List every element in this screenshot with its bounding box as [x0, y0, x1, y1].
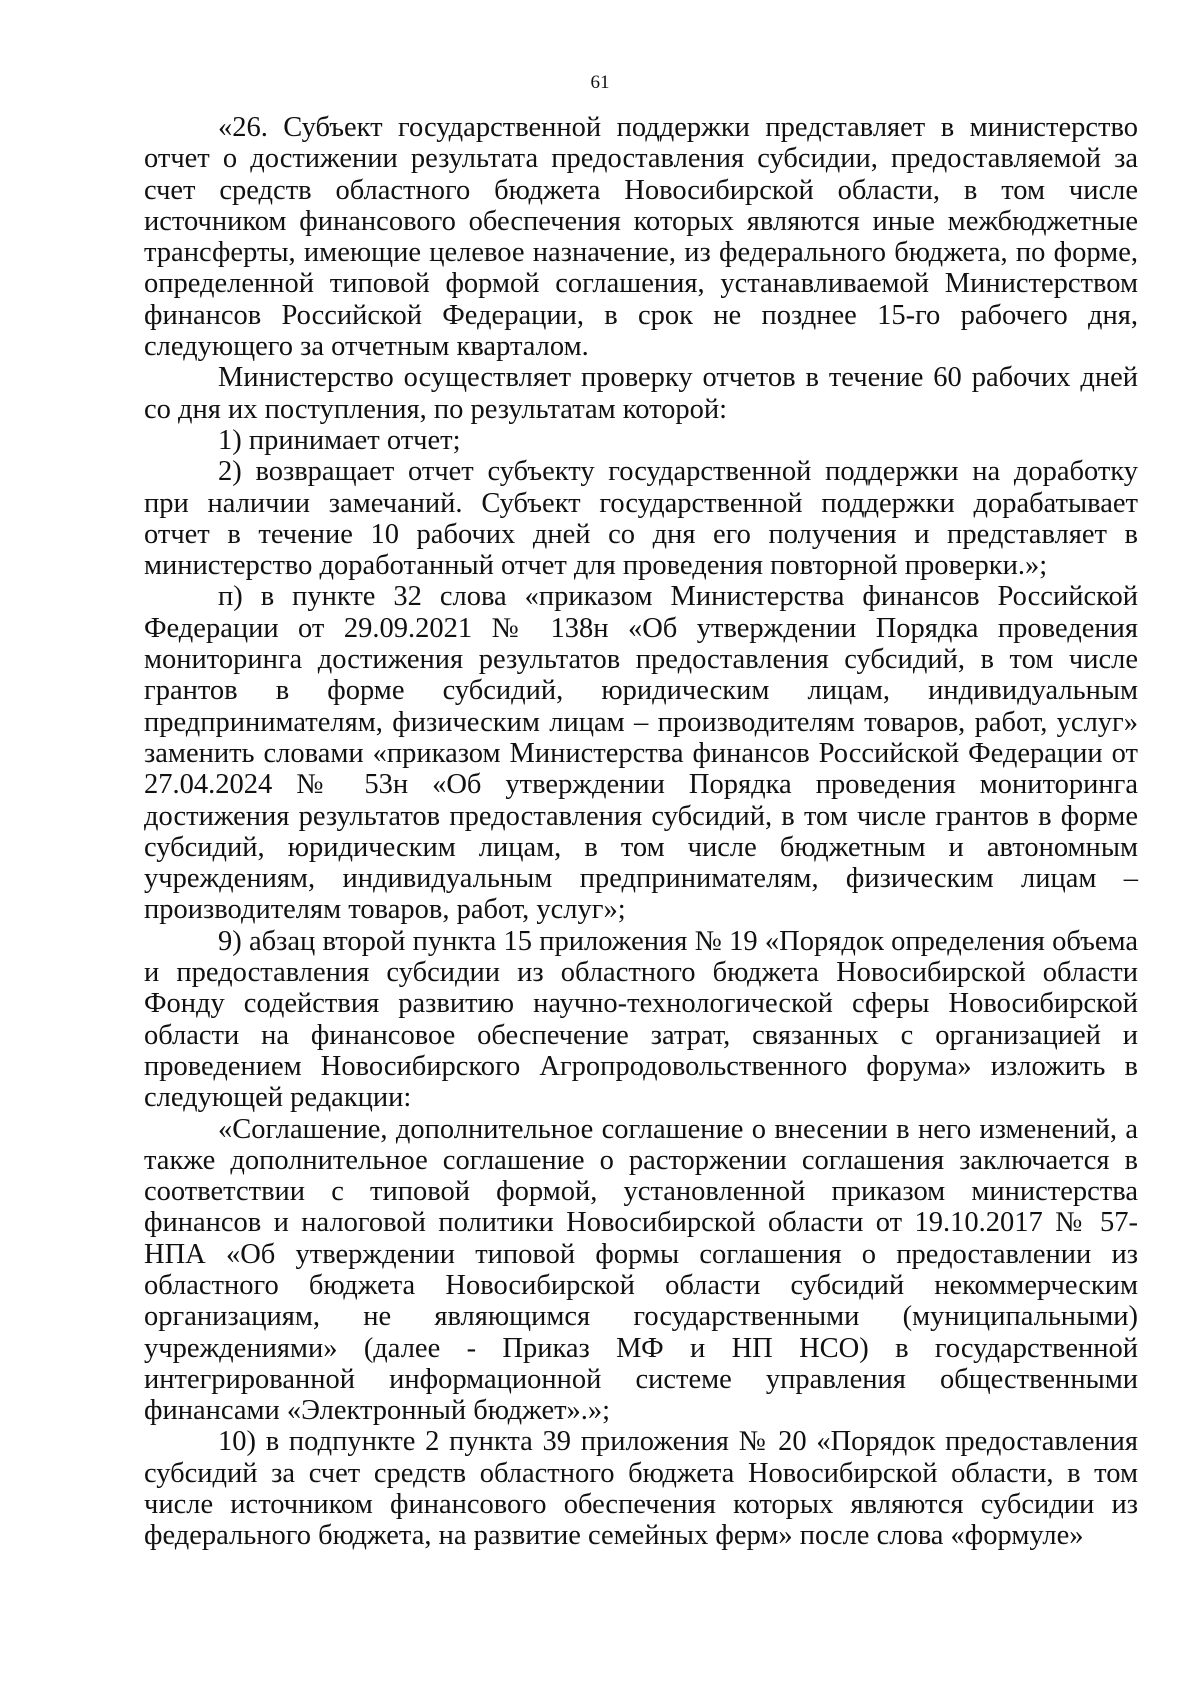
- document-body: [144, 112, 1138, 1552]
- paragraph-agreement: «Соглашение, дополнительное соглашение о внесении в него изменений, а также дополнительное соглашение о расторжении соглашения заключается в соответствии с типовой формой, установленной приказом министерства финансов и налоговой политики Новосибирской области от 19.10.2017 № 57-НПА «Об утверждении типовой формы соглашения о предоставлении из областного бюджета Новосибирской области субсидий некоммерческим организациям, не являющимся государственными (муниципальными) учреждениями» (далее - Приказ МФ и НП НСО) в государственной интегрированной информационной системе управления общественными финансами «Электронный бюджет».»;: [144, 1113, 1138, 1427]
- paragraph-ministry-check: Министерство осуществляет проверку отчетов в течение 60 рабочих дней со дня их поступления, по результатам которой:: [144, 362, 1138, 425]
- paragraph-item-32: п) в пункте 32 слова «приказом Министерства финансов Российской Федерации от 29.09.2021 № 138н «Об утверждении Порядка проведения мониторинга достижения результатов предоставления субсидий, в том числе грантов в форме субсидий, юридическим лицам, индивидуальным предпринимателям, физическим лицам – производителям товаров, работ, услуг» заменить словами «приказом Министерства финансов Российской Федерации от 27.04.2024 № 53н «Об утверждении Порядка проведения мониторинга достижения результатов предоставления субсидий, в том числе грантов в форме субсидий, юридическим лицам, в том числе бюджетным и автономным учреждениям, индивидуальным предпринимателям, физическим лицам – производителям товаров, работ, услуг»;: [144, 581, 1138, 926]
- paragraph-amendment-9: 9) абзац второй пункта 15 приложения № 19 «Порядок определения объема и предоставления субсидии из областного бюджета Новосибирской области Фонду содействия развитию научно-технологической сферы Новосибирской области на финансовое обеспечение затрат, связанных с организацией и проведением Новосибирского Агропродовольственного форума» изложить в следующей редакции:: [144, 925, 1138, 1114]
- page-number: 61: [590, 72, 610, 93]
- paragraph-accept-report: 1) принимает отчет;: [218, 424, 461, 456]
- paragraph-amendment-10: 10) в подпункте 2 пункта 39 приложения № 20 «Порядок предоставления субсидий за счет средств областного бюджета Новосибирской области, в том числе источником финансового обеспечения которых являются субсидии из федерального бюджета, на развитие семейных ферм» после слова «формуле»: [144, 1426, 1138, 1552]
- paragraph-return-report: 2) возвращает отчет субъекту государственной поддержки на доработку при наличии замечаний. Субъект государственной поддержки дорабатывает отчет в течение 10 рабочих дней со дня его получения и представляет в министерство доработанный отчет для проведения повторной проверки.»;: [144, 456, 1138, 582]
- paragraph-item-26: «26. Субъект государственной поддержки представляет в министерство отчет о достижении результата предоставления субсидии, предоставляемой за счет средств областного бюджета Новосибирской области, в том числе источником финансового обеспечения которых являются иные межбюджетные трансферты, имеющие целевое назначение, из федерального бюджета, по форме, определенной типовой формой соглашения, устанавливаемой Министерством финансов Российской Федерации, в срок не позднее 15-го рабочего дня, следующего за отчетным кварталом.: [144, 112, 1138, 363]
